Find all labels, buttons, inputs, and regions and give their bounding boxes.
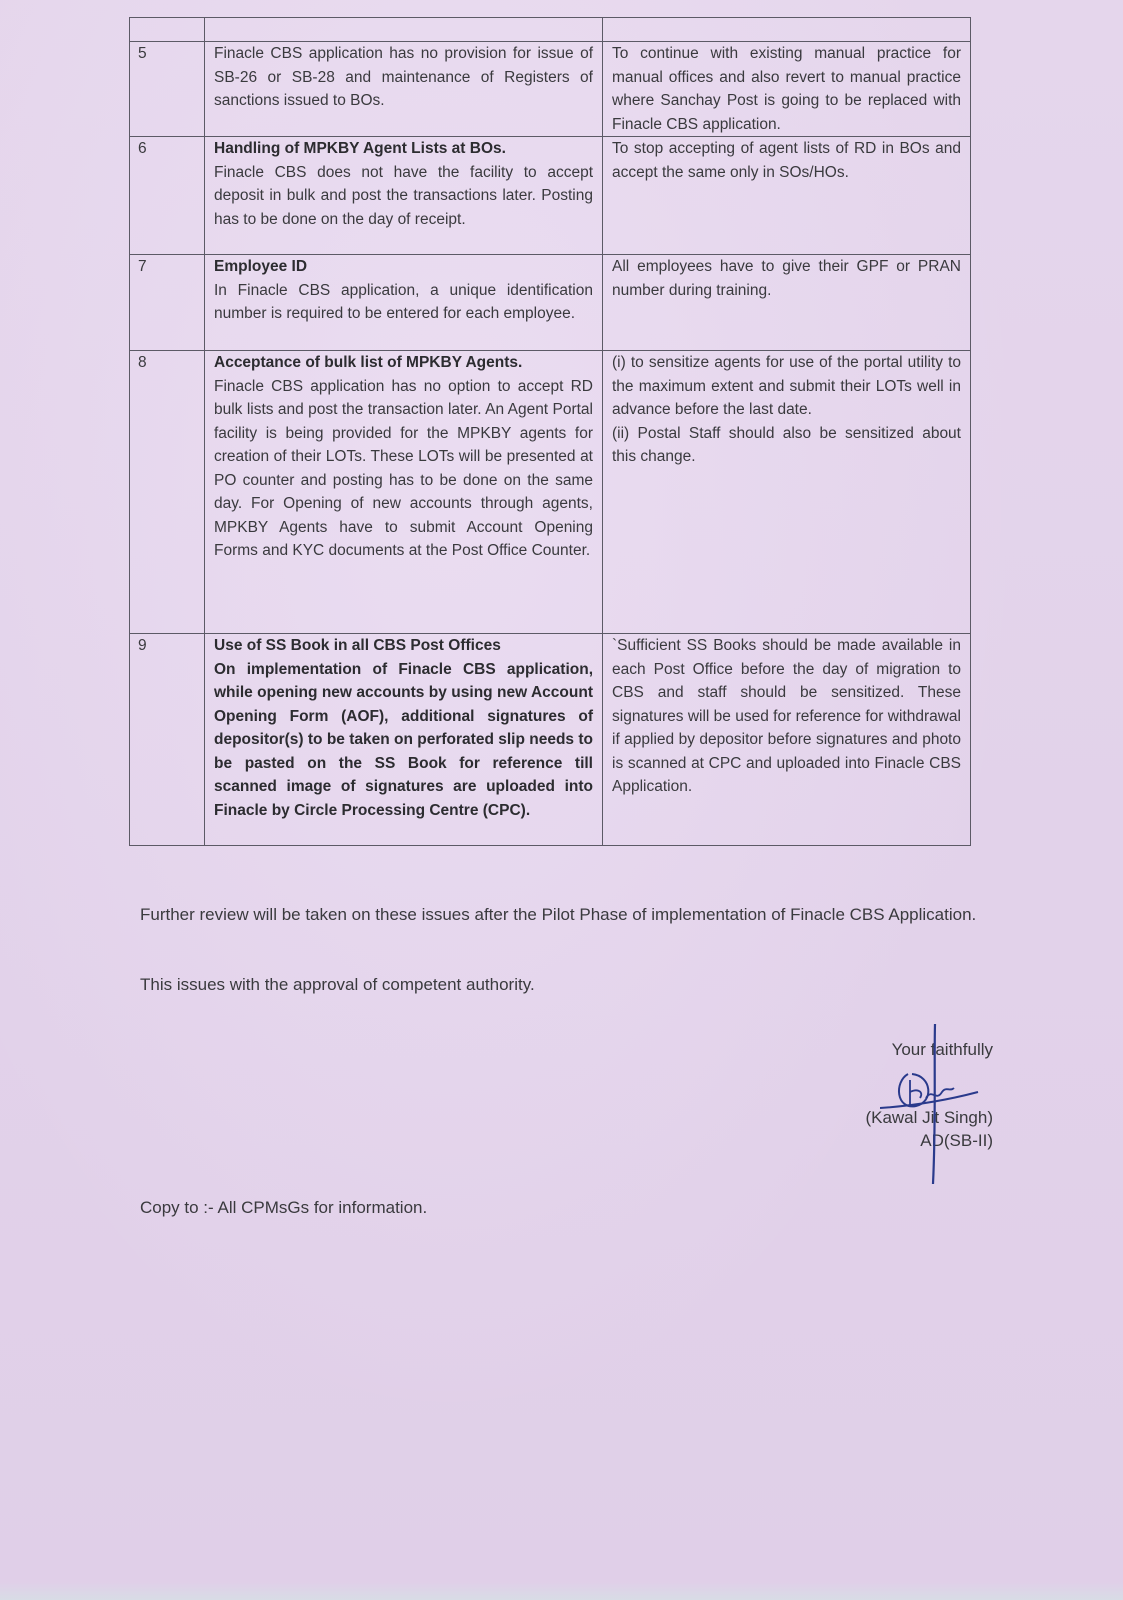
action-cell: All employees have to give their GPF or PRAN number during training. — [603, 255, 971, 351]
action-point-2: (ii) Postal Staff should also be sensitized about this change. — [612, 424, 961, 465]
row-number: 8 — [130, 351, 205, 634]
table-row — [130, 137, 971, 255]
issue-title: Handling of MPKBY Agent Lists at BOs. — [214, 140, 506, 157]
scan-edge — [0, 1582, 1123, 1600]
action-cell: `Sufficient SS Books should be made available in each Post Office before the day of migration to CBS and staff should be sensitized. These signatures will be used for reference for withdrawal if applied by depositor before signatures and photo is scanned at CPC and uploaded into Finacle CBS Application. — [603, 634, 971, 846]
issue-cell — [205, 634, 603, 846]
issue-title: Acceptance of bulk list of MPKBY Agents. — [214, 354, 523, 371]
signatory-name: (Kawal Jit Singh) — [865, 1108, 993, 1127]
approval-paragraph: This issues with the approval of competent authority. — [140, 975, 535, 994]
issue-title: Use of SS Book in all CBS Post Offices — [214, 637, 501, 654]
closing-line: Your faithfully — [891, 1040, 993, 1059]
handwritten-signature — [880, 1022, 990, 1187]
table-row — [130, 255, 971, 351]
action-point-1: (i) to sensitize agents for use of the portal utility to the maximum extent and submit their LOTs well in advance before the last date. — [612, 354, 961, 418]
table-row — [130, 18, 971, 42]
row-number: 5 — [130, 42, 205, 137]
table-row — [130, 634, 971, 846]
action-cell — [603, 18, 971, 42]
issue-cell — [205, 255, 603, 351]
issue-text: On implementation of Finacle CBS application, while opening new accounts by using new Account Opening Form (AOF), additional signatures of depositor(s) to be taken on perforated slip needs to be pasted on the SS Book for reference till scanned image of signatures are uploaded into Finacle by Circle Processing Centre (CPC). — [214, 660, 593, 819]
action-cell: To continue with existing manual practice for manual offices and also revert to manual practice where Sanchay Post is going to be replaced with Finacle CBS application. — [603, 42, 971, 137]
row-number — [130, 18, 205, 42]
signatory-designation: AD(SB-II) — [920, 1131, 993, 1150]
action-cell: To stop accepting of agent lists of RD in BOs and accept the same only in SOs/HOs. — [603, 137, 971, 255]
table-row — [130, 42, 971, 137]
row-number: 7 — [130, 255, 205, 351]
issue-cell — [205, 137, 603, 255]
issue-text: In Finacle CBS application, a unique identification number is required to be entered for each employee. — [214, 281, 593, 322]
issue-cell — [205, 18, 603, 42]
issues-table — [129, 17, 971, 846]
issue-text: Finacle CBS does not have the facility to accept deposit in bulk and post the transactions later. Posting has to be done on the day of receipt. — [214, 163, 593, 228]
issue-cell — [205, 351, 603, 634]
review-paragraph: Further review will be taken on these issues after the Pilot Phase of implementation of Finacle CBS Application. — [140, 905, 977, 924]
issue-title: Employee ID — [214, 258, 308, 275]
table-row — [130, 351, 971, 634]
row-number: 6 — [130, 137, 205, 255]
action-cell — [603, 351, 971, 634]
copy-to-line: Copy to :- All CPMsGs for information. — [140, 1198, 428, 1217]
row-number: 9 — [130, 634, 205, 846]
issue-text: Finacle CBS application has no option to accept RD bulk lists and post the transaction later. An Agent Portal facility is being provided for the MPKBY agents for creation of their LOTs. These LOTs will be presented at PO counter and posting has to be done on the same day. For Opening of new accounts through agents, MPKBY Agents have to submit Account Opening Forms and KYC documents at the Post Office Counter. — [214, 377, 593, 559]
issue-cell: Finacle CBS application has no provision for issue of SB-26 or SB-28 and maintenance of Registers of sanctions issued to BOs. — [205, 42, 603, 137]
